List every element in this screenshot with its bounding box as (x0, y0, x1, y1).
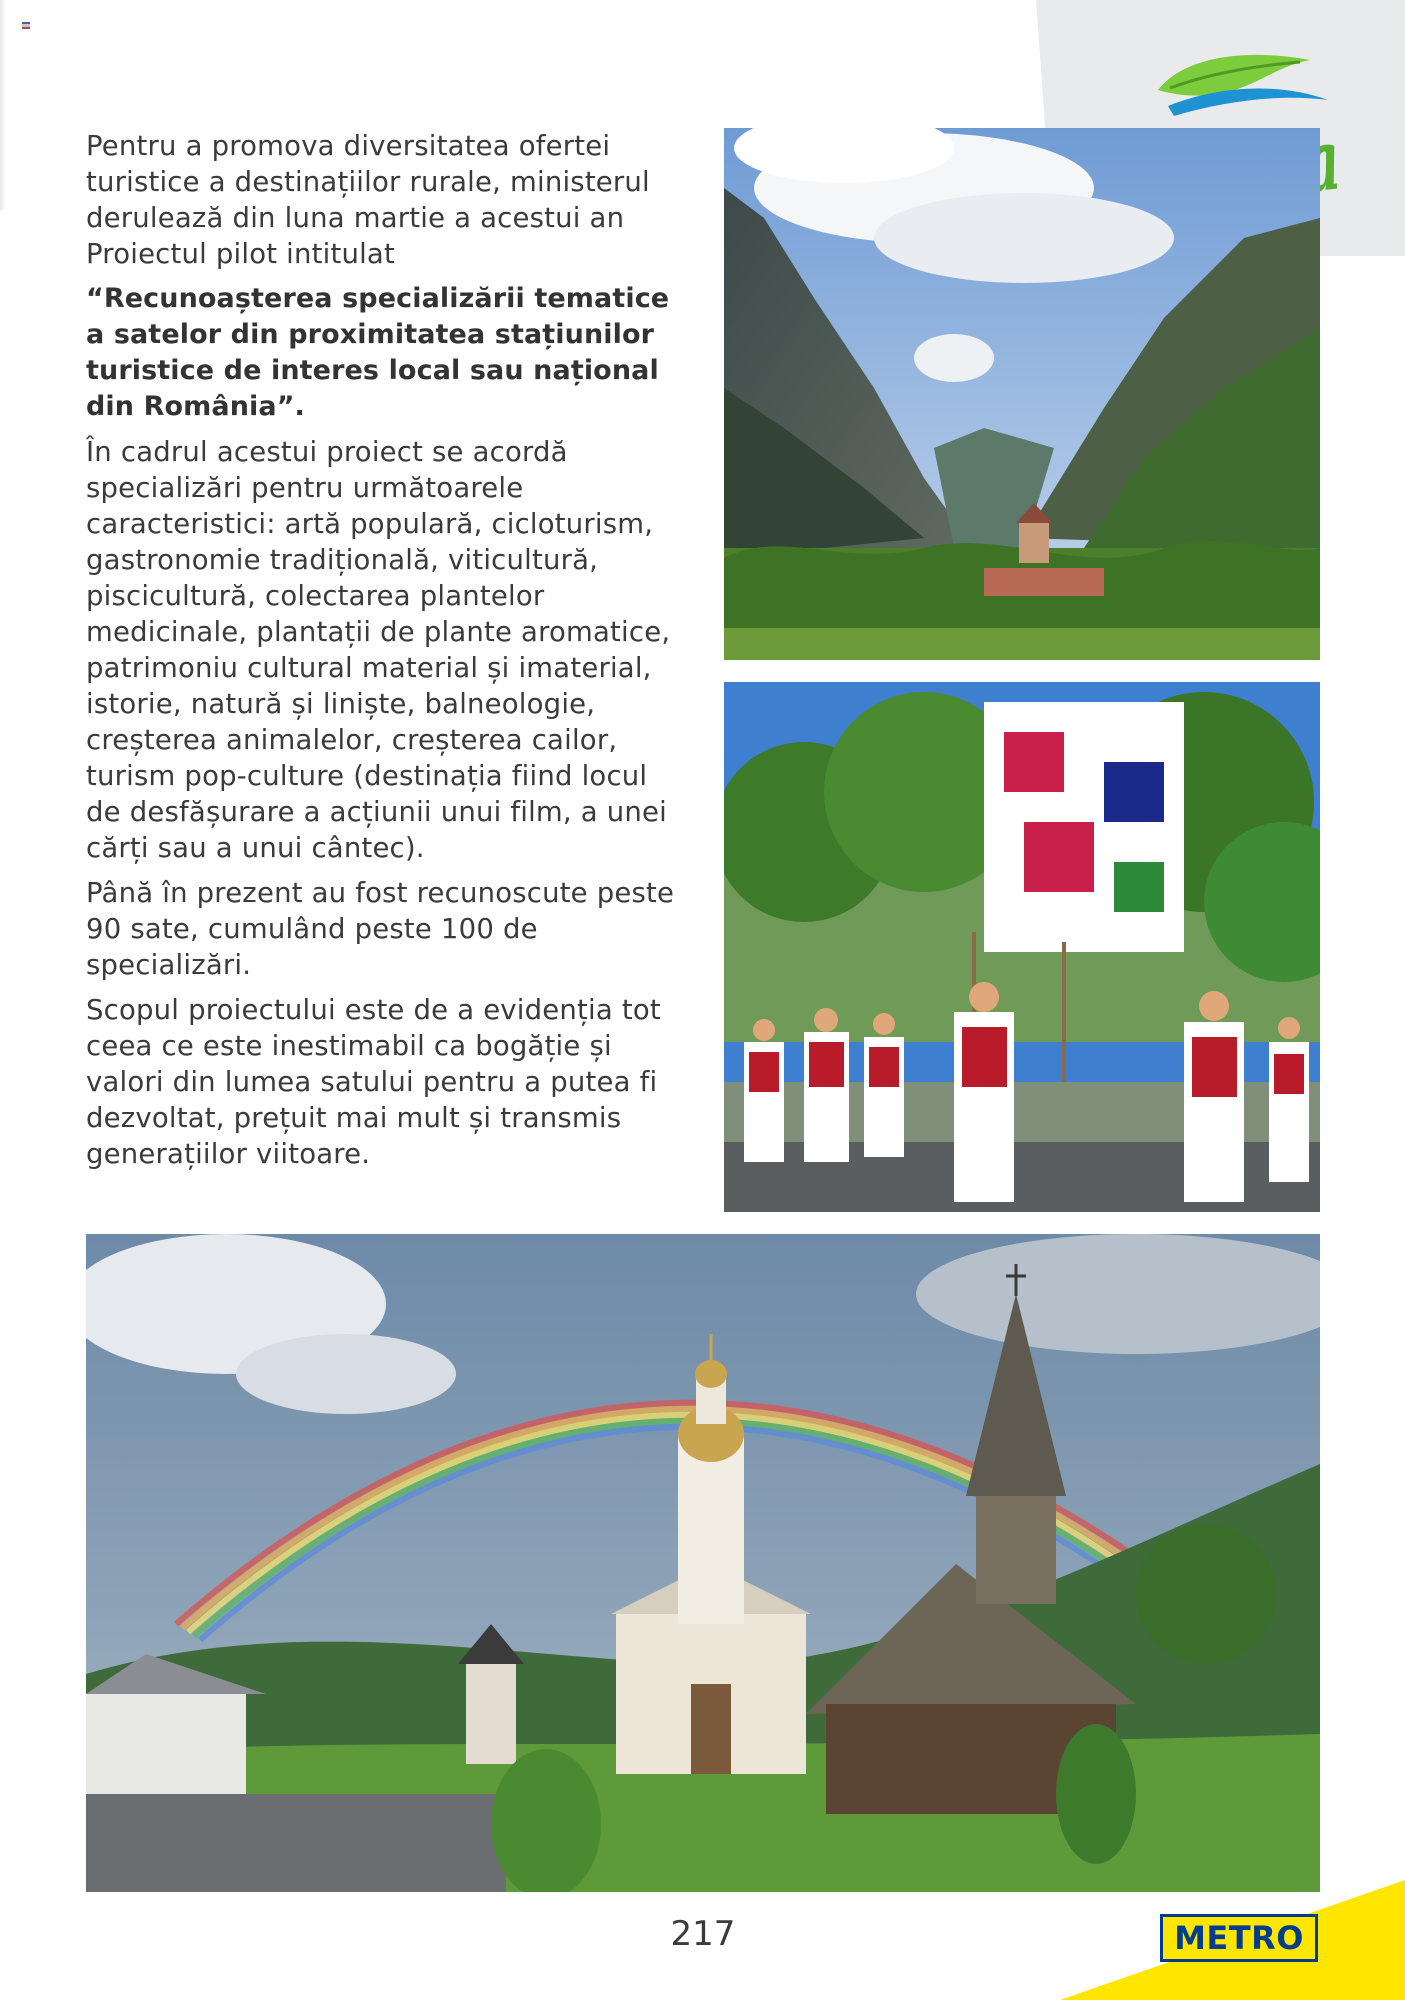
metro-logo-label: METRO (1174, 1919, 1304, 1957)
project-title: “Recunoașterea specializării tematice a satelor din proximitatea stațiunilor turistice de interes local sau național din România”. (86, 283, 670, 422)
canyon-monastery-photo (724, 128, 1320, 660)
article-text (86, 128, 686, 1181)
purpose-paragraph: Scopul proiectului este de a evidenția tot ceea ce este inestimabil ca bogăție și valori din lumea satului pentru a putea fi dezvoltat, prețuit mai mult și transmis generațiilor viitoare. (86, 994, 661, 1170)
leaf-icon (1158, 55, 1310, 96)
page-edge-shadow (0, 0, 6, 210)
flag-mark (22, 22, 30, 29)
specializations-paragraph: În cadrul acestui proiect se acordă specializări pentru următoarele caracteristici: artă populară, cicloturism, gastronomie tradițională, viticultură, piscicultură, colectarea plantelor medicinale, plantații de plante aromatice, patrimoniu cultural material și imaterial, istorie, natură și liniște, balneologie, creșterea animalelor, creșterea cailor, turism pop-culture (destinația fiind locul de desfășurare a acțiunii unui film, a unei cărți sau a unui cântec). (86, 436, 671, 864)
page-number: 217 (670, 1914, 736, 1954)
results-paragraph: Până în prezent au fost recunoscute peste 90 sate, cumulând peste 100 de specializări. (86, 877, 675, 981)
metro-logo (1160, 1914, 1318, 1962)
folk-procession-photo (724, 682, 1320, 1212)
churches-rainbow-photo (86, 1234, 1320, 1892)
intro-paragraph: Pentru a promova diversitatea ofertei turistice a destinațiilor rurale, ministerul derulează din luna martie a acestui an Proiectul pilot intitulat (86, 130, 650, 270)
